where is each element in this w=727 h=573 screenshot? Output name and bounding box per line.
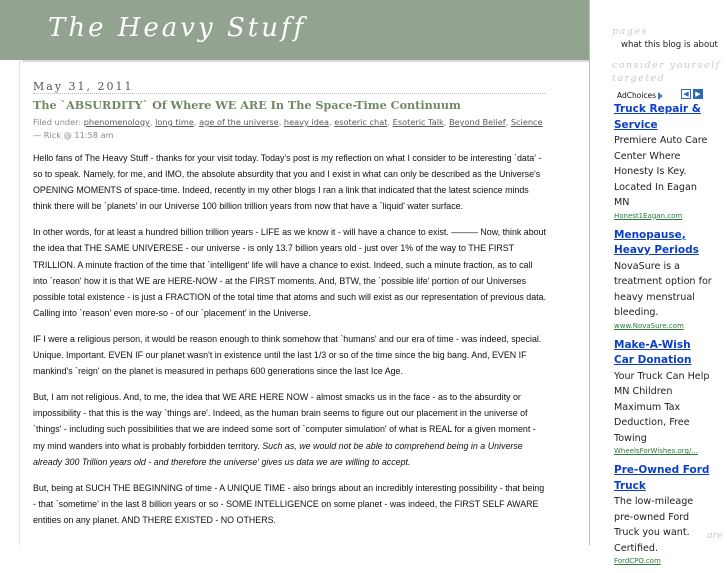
ad-title-link[interactable]: Menopause, Heavy Periods (614, 228, 699, 256)
adchoices-text: AdChoices (617, 91, 657, 100)
tag-link[interactable]: Science (510, 117, 543, 127)
ad-url-link[interactable]: WheelsForWishes.org/... (614, 447, 698, 455)
tag-link[interactable]: age of the universe (199, 117, 279, 127)
post-paragraph-italic: Such as, we would not be able to comprehend being in a Universe already 300 Trillion years old - and therefore the universe' gives us data we are willing to accept. (33, 440, 523, 467)
prev-ad-icon[interactable]: ◀ (681, 89, 691, 99)
left-margin-strip (0, 60, 20, 545)
targeted-heading: consider yourself (612, 60, 721, 71)
tag-link[interactable]: phenomenology (83, 117, 150, 127)
ad-description: The low-mileage pre-owned Ford Truck you want. Certified. (614, 496, 694, 554)
ad-item (614, 228, 714, 332)
adchoices-triangle-icon (658, 92, 663, 100)
ad-description: Your Truck Can Help MN Children Maximum Tax Deduction, Free Towing (614, 370, 710, 444)
ad-description: NovaSure is a treatment option for heavy menstrual bleeding. (614, 260, 712, 318)
adchoices-label[interactable] (617, 91, 663, 100)
post-paragraph-text: But, I am not religious. And, to me, the idea that WE ARE HERE NOW - almost smacks us in the face - as to the absurdity or impossibility - that this is the way `things are'. Indeed, as the human brain seems to figure out our placement in the universe of `things' - including such possibilities that we are indeed some sort of `computer simulation' of what is REAL for a given moment - my mind wanders into what is probably forbidden territory. (33, 392, 536, 451)
ad-title-link[interactable]: Truck Repair & Service (614, 103, 701, 131)
filed-under-label: Filed under: (33, 117, 82, 127)
post-meta: Filed under: phenomenology, long time, age of the universe, heavy idea, esoteric chat, Esoteric Talk, Beyond Belief, Science — Rick @ 11:58 am (33, 117, 543, 140)
tag-link[interactable]: esoteric chat (334, 117, 388, 127)
pages-link-about[interactable]: what this blog is about (621, 40, 718, 50)
blog-title[interactable]: The Heavy Stuff (48, 13, 307, 43)
targeted-heading-2: targeted (612, 73, 666, 84)
ad-item (614, 463, 714, 567)
post-paragraph (33, 389, 548, 469)
ad-item (614, 338, 714, 458)
next-ad-icon[interactable]: ▶ (693, 89, 703, 99)
post-byline: — Rick @ 11:58 am (33, 130, 114, 140)
post-paragraph: In other words, for at least a hundred billion trillion years - LIFE as we know it - will have a chance to exist. ——— Now, think about the idea that THE SAME UNIVERESE - our universe - is only 13.7 billion years old - just over 1% of the way to THE FIRST TRILLION. A minute fraction of the time that `intelligent' life will have a chance to exist. Indeed, such a minute fraction, as to call into `reason' how it is that WE are HERE-NOW - at the FIRST moments. And, BTW, the `possible life' portion of our Universes possible total existence - is just a FRACTION of the total time that atoms and such will exist as our representation of previous data. Calling into `reason' even more-so - of our `placement' in the Universe. (33, 227, 547, 318)
ad-title-link[interactable]: Make-A-Wish Car Donation (614, 338, 692, 366)
sidebar (590, 0, 727, 565)
post-body (33, 150, 548, 538)
post-paragraph: IF I were a religious person, it would be reason enough to think somehow that `humans' and our era of time - was indeed, special. Unique. Important. EVEN IF our planet wasn't in existence until the last 1/3 or so of the time since the big bang. And, EVEN IF mankind's `reign' on the planet is measured in perhaps 600 generations since the last Ice Age. (33, 333, 542, 377)
date-divider (33, 93, 545, 94)
ad-url-link[interactable]: FordCPO.com (614, 557, 661, 565)
post-paragraph: Hello fans of The Heavy Stuff - thanks for your visit today. Today's post is my reflection on what I consider to be interesting `data' - so to speak. Namely, for me, and IMO, the absolute absurdity that you and I exist in what can only be described as the Universe's OPENING MOMENTS of space-time. Indeed, recently in my other blogs I ran a link that indicated that the latest science minds think there will be `planets' in our Universe 100 billion trillion years from now that have a `liquid' water surface. (33, 153, 542, 212)
post-date: May 31, 2011 (33, 80, 134, 93)
ad-list (614, 102, 714, 573)
main-content (33, 60, 578, 545)
ad-description: Premiere Auto Care Center Where Honesty Is Key. Located In Eagan MN (614, 135, 708, 208)
post-paragraph: But, being at SUCH THE BEGINNING of time - A UNIQUE TIME - also brings about an incredibly interesting possibility - that being - that `sometime' in the last 8 billion years or so - SOME INTELLIGENCE on some planet - was indeed, the FIRST SELF AWARE entities on any planet. AND THERE EXISTED - NO OTHERS. (33, 482, 545, 525)
sidebar-bottom-heading: are (707, 530, 723, 541)
tag-link[interactable]: Beyond Belief (449, 117, 506, 127)
ad-url-link[interactable]: Honest1Eagan.com (614, 211, 683, 220)
pages-heading: pages (612, 26, 648, 37)
tag-link[interactable]: heavy idea (283, 117, 329, 127)
tag-link[interactable]: Esoteric Talk (392, 117, 444, 127)
ad-navigation (681, 89, 703, 99)
ad-url-link[interactable]: www.NovaSure.com (614, 321, 684, 330)
ad-item (614, 102, 714, 222)
tag-link[interactable]: long time (155, 117, 194, 127)
blog-header (0, 0, 589, 60)
ad-title-link[interactable]: Pre-Owned Ford Truck (614, 464, 710, 492)
post-title[interactable]: The `ABSURDITY` Of Where WE ARE In The Space-Time Continuum (33, 98, 461, 112)
